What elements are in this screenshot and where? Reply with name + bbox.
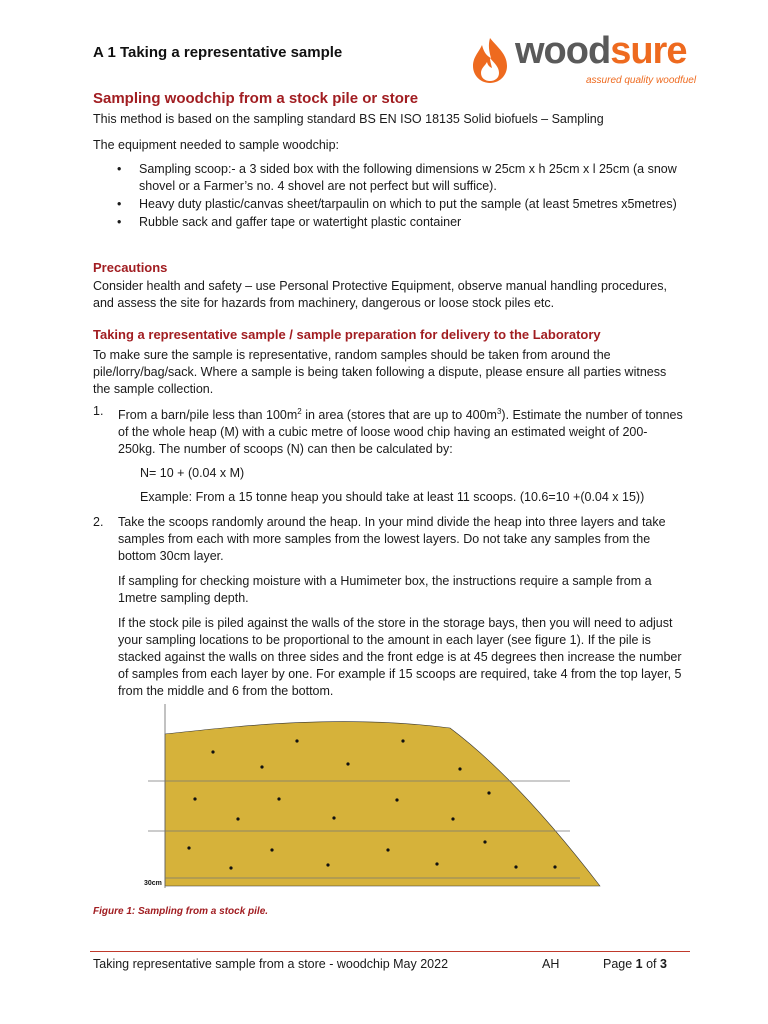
intro-paragraph: This method is based on the sampling standard BS EN ISO 18135 Solid biofuels – Sampling bbox=[93, 112, 604, 126]
sample-point bbox=[451, 817, 454, 820]
woodsure-logo bbox=[467, 30, 707, 86]
page-footer bbox=[93, 957, 693, 971]
steps-list bbox=[93, 403, 683, 706]
list-item: 2. Take the scoops randomly around the heap. In your mind divide the heap into three layers and take samples from each with more samples from the lowest layers. Do not take any samples from the bottom 30cm layer. If sampling for checking moisture with a Humimeter box, the instructions require a sample from a 1metre sampling depth. If the stock pile is piled against the walls of the store in the storage bays, then you will need to adjust your sampling locations to be proportional to the amount in each layer (see figure 1). If the pile is stacked against the walls on three sides and the front edge is at 45 degrees then increase the number of samples from each layer by one. For example if 15 scoops are required, take 4 from the top layer, 5 from the middle and 6 from the bottom. bbox=[93, 515, 682, 699]
list-item: • Heavy duty plastic/canvas sheet/tarpaulin on which to put the sample (at least 5metres x5metres) bbox=[117, 197, 677, 211]
stock-pile-shape bbox=[165, 722, 600, 886]
sample-point bbox=[401, 739, 404, 742]
equipment-list bbox=[93, 161, 683, 231]
sample-point bbox=[346, 762, 349, 765]
equipment-intro: The equipment needed to sample woodchip: bbox=[93, 138, 339, 152]
walls-note: If the stock pile is piled against the walls of the store in the storage bays, then you will need to adjust your sampling locations to be proportional to the amount in each layer (see figure 1). If the pile is stacked against the walls on three sides and the front edge is at 45 degrees then increase the number of samples from each layer by one. For example if 15 scoops are required, take 4 from the top layer, 5 from the middle and 6 from the bottom. bbox=[118, 616, 682, 699]
sample-point bbox=[395, 798, 398, 801]
footer-author: AH bbox=[542, 957, 560, 971]
sample-point bbox=[435, 862, 438, 865]
sample-point bbox=[229, 866, 232, 869]
footer-page-number: Page 1 of 3 bbox=[603, 957, 667, 971]
sample-point bbox=[277, 797, 280, 800]
flame-icon bbox=[467, 36, 513, 84]
sample-point bbox=[260, 765, 263, 768]
sample-point bbox=[332, 816, 335, 819]
sample-point bbox=[270, 848, 273, 851]
step-2-text: Take the scoops randomly around the heap. In your mind divide the heap into three layers and take samples from each with more samples from the lowest layers. Do not take any samples from the bottom 30cm layer. bbox=[118, 515, 666, 564]
bullet-icon: • bbox=[117, 215, 122, 229]
stock-pile-figure bbox=[140, 698, 610, 892]
label-30cm: 30cm bbox=[144, 880, 162, 887]
step-1-text: From a barn/pile less than $100m^2$ in area (stores that are up to $400m^3$). Estimate the number of tonnes of the whole heap (M) with a cubic metre of loose wood chip having an estimated weight of 200-250kg. The number of scoops (N) can then be calculated by: bbox=[118, 407, 683, 457]
list-item: 1. From a barn/pile less than $100m^2$ in area (stores that are up to $400m^3$). Estimate the number of tonnes of the whole heap (M) with a cubic metre of loose wood chip having an estimated weight of 200-250kg. The number of scoops (N) can then be calculated by: N= 10 + (0.04 x M) Example: From a 15 tonne heap you should take at least 11 scoops. (10.6=10 +(0.04 x 15)) bbox=[93, 404, 683, 505]
footer-title: Taking representative sample from a store - woodchip May 2022 bbox=[93, 957, 449, 971]
logo-wordmark: woodsure bbox=[515, 30, 687, 72]
footer-divider bbox=[90, 951, 690, 952]
moisture-note: If sampling for checking moisture with a Humimeter box, the instructions require a sample from a 1metre sampling depth. bbox=[118, 574, 652, 606]
sample-point bbox=[386, 848, 389, 851]
formula-example: Example: From a 15 tonne heap you should take at least 11 scoops. (10.6=10 +(0.04 x 15)) bbox=[140, 490, 645, 505]
sample-point bbox=[187, 846, 190, 849]
sample-point bbox=[514, 865, 517, 868]
list-item: • Sampling scoop:- a 3 sided box with the following dimensions w 25cm x h 25cm x l 25cm (a snow shovel or a Farmer’s no. 4 shovel are not perfect but will suffice). bbox=[117, 162, 677, 193]
section2-intro: To make sure the sample is representative, random samples should be taken from around the pile/lorry/bag/sack. Where a sample is being taken following a dispute, please ensure all parties witness the sample collection. bbox=[93, 348, 667, 396]
logo-tagline: assured quality woodfuel bbox=[586, 75, 697, 86]
formula: N= 10 + (0.04 x M) bbox=[140, 466, 245, 481]
bullet-icon: • bbox=[117, 197, 122, 211]
section-heading-precautions: Precautions bbox=[93, 260, 168, 275]
sample-point bbox=[553, 865, 556, 868]
bullet-icon: • bbox=[117, 162, 122, 176]
sample-point bbox=[487, 791, 490, 794]
sample-point bbox=[483, 840, 486, 843]
page-title: A 1 Taking a representative sample bbox=[93, 44, 343, 61]
list-item: • Rubble sack and gaffer tape or watertight plastic container bbox=[117, 215, 462, 229]
sample-point bbox=[326, 863, 329, 866]
sample-point bbox=[295, 739, 298, 742]
figure-caption: Figure 1: Sampling from a stock pile. bbox=[93, 906, 269, 917]
sample-point bbox=[236, 817, 239, 820]
section-heading-representative: Taking a representative sample / sample preparation for delivery to the Laboratory bbox=[93, 327, 601, 342]
sample-point bbox=[211, 750, 214, 753]
precautions-paragraph: Consider health and safety – use Personal Protective Equipment, observe manual handling procedures, and assess the site for hazards from machinery, dangerous or loose stock piles etc. bbox=[93, 279, 667, 310]
sample-point bbox=[458, 767, 461, 770]
sample-point bbox=[193, 797, 196, 800]
section-heading-sampling: Sampling woodchip from a stock pile or store bbox=[93, 90, 419, 107]
